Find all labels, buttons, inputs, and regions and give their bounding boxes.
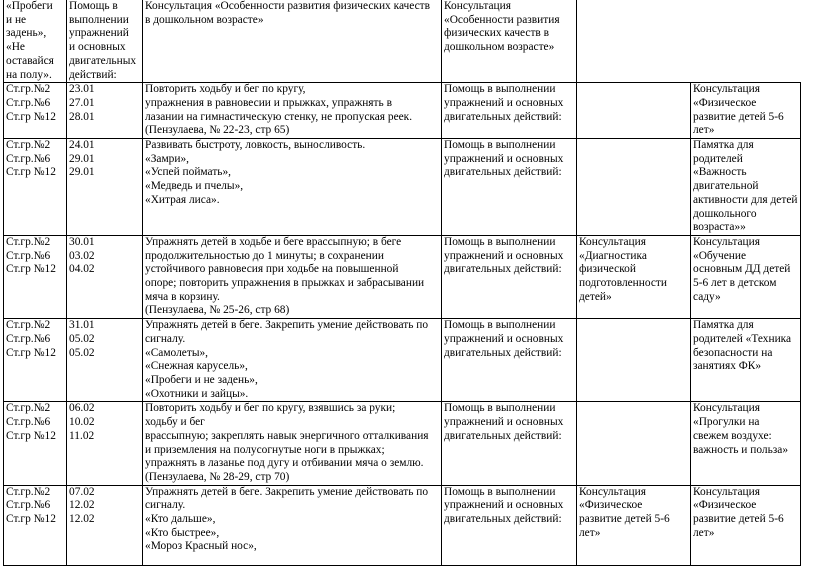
table-row — [4, 485, 801, 565]
parents-cell: Консультация «Физическое развитие детей 5-6 лет» — [691, 83, 801, 139]
help-cell: Помощь в выполнении упражнений и основных двигательных действий: — [442, 139, 577, 236]
content-cell: Развивать быстроту, ловкость, выносливость. «Замри», «Успей поймать», «Медведь и пчелы», «Хитрая лиса». — [143, 139, 442, 236]
help-cell: Помощь в выполнении упражнений и основных двигательных действий: — [442, 235, 577, 318]
header-cell-empty — [691, 0, 801, 83]
table-row — [4, 319, 801, 402]
dates-cell: 06.02 10.02 11.02 — [67, 402, 143, 485]
help-cell: Помощь в выполнении упражнений и основных двигательных действий: — [442, 319, 577, 402]
dates-cell: 30.01 03.02 04.02 — [67, 235, 143, 318]
table-row — [4, 139, 801, 236]
content-cell: Упражнять детей в ходьбе и беге врассыпную; в беге продолжительностью до 1 минуты; в сохранении устойчивого равновесия при ходьбе на повышенной опоре; повторить упражнения в прыжках и забрасывании мяча в корзину. (Пензулаева, № 25-26, стр 68) — [143, 235, 442, 318]
dates-cell: 31.01 05.02 05.02 — [67, 319, 143, 402]
content-cell: Повторить ходьбу и бег по кругу, упражнения в равновесии и прыжках, упражнять в лазании на гимнастическую стенку, не пропуская реек. (Пензулаева, № 22-23, стр 65) — [143, 83, 442, 139]
dates-cell: 24.01 29.01 29.01 — [67, 139, 143, 236]
help-cell: Помощь в выполнении упражнений и основных двигательных действий: — [442, 402, 577, 485]
schedule-table — [3, 0, 801, 566]
header-cell-games: «Пробеги и не задень», «Не оставайся на полу». — [4, 0, 67, 83]
groups-cell: Ст.гр.№2 Ст.гр.№6 Ст.гр №12 — [4, 139, 67, 236]
header-cell-consultation: Консультация «Особенности развития физических качеств в дошкольном возрасте» — [143, 0, 442, 83]
groups-cell: Ст.гр.№2 Ст.гр.№6 Ст.гр №12 — [4, 83, 67, 139]
help-cell: Помощь в выполнении упражнений и основных двигательных действий: — [442, 83, 577, 139]
header-row — [4, 0, 801, 83]
groups-cell: Ст.гр.№2 Ст.гр.№6 Ст.гр №12 — [4, 402, 67, 485]
dates-cell: 23.01 27.01 28.01 — [67, 83, 143, 139]
content-cell: Повторить ходьбу и бег по кругу, взявшись за руки; ходьбу и бег врассыпную; закреплять навык энергичного отталкивания и приземления на полусогнутые ноги в прыжках; упражнять в лазанье под дугу и отбивании мяча о землю. (Пензулаева, № 28-29, стр 70) — [143, 402, 442, 485]
parents-cell: Памятка для родителей «Техника безопасности на занятиях ФК» — [691, 319, 801, 402]
table-row — [4, 83, 801, 139]
consult-cell — [577, 83, 691, 139]
table-row — [4, 402, 801, 485]
header-cell-empty — [577, 0, 691, 83]
groups-cell: Ст.гр.№2 Ст.гр.№6 Ст.гр №12 — [4, 485, 67, 565]
parents-cell: Консультация «Обучение основным ДД детей 5-6 лет в детском саду» — [691, 235, 801, 318]
content-cell: Упражнять детей в беге. Закрепить умение действовать по сигналу. «Кто дальше», «Кто быстрее», «Мороз Красный нос», — [143, 485, 442, 565]
groups-cell: Ст.гр.№2 Ст.гр.№6 Ст.гр №12 — [4, 235, 67, 318]
consult-cell — [577, 139, 691, 236]
parents-cell: Консультация «Прогулки на свежем воздухе: важность и польза» — [691, 402, 801, 485]
content-cell: Упражнять детей в беге. Закрепить умение действовать по сигналу. «Самолеты», «Снежная карусель», «Пробеги и не задень», «Охотники и зайцы». — [143, 319, 442, 402]
header-cell-consultation-2: Консультация «Особенности развития физических качеств в дошкольном возрасте» — [442, 0, 577, 83]
dates-cell: 07.02 12.02 12.02 — [67, 485, 143, 565]
parents-cell: Памятка для родителей «Важность двигательной активности для детей дошкольного возраста»» — [691, 139, 801, 236]
header-cell-help: Помощь в выполнении упражнений и основных двигательных действий: — [67, 0, 143, 83]
consult-cell: Консультация «Физическое развитие детей 5-6 лет» — [577, 485, 691, 565]
consult-cell: Консультация «Диагностика физической подготовленности детей» — [577, 235, 691, 318]
consult-cell — [577, 402, 691, 485]
table-row — [4, 235, 801, 318]
groups-cell: Ст.гр.№2 Ст.гр.№6 Ст.гр №12 — [4, 319, 67, 402]
parents-cell: Консультация «Физическое развитие детей 5-6 лет» — [691, 485, 801, 565]
consult-cell — [577, 319, 691, 402]
help-cell: Помощь в выполнении упражнений и основных двигательных действий: — [442, 485, 577, 565]
